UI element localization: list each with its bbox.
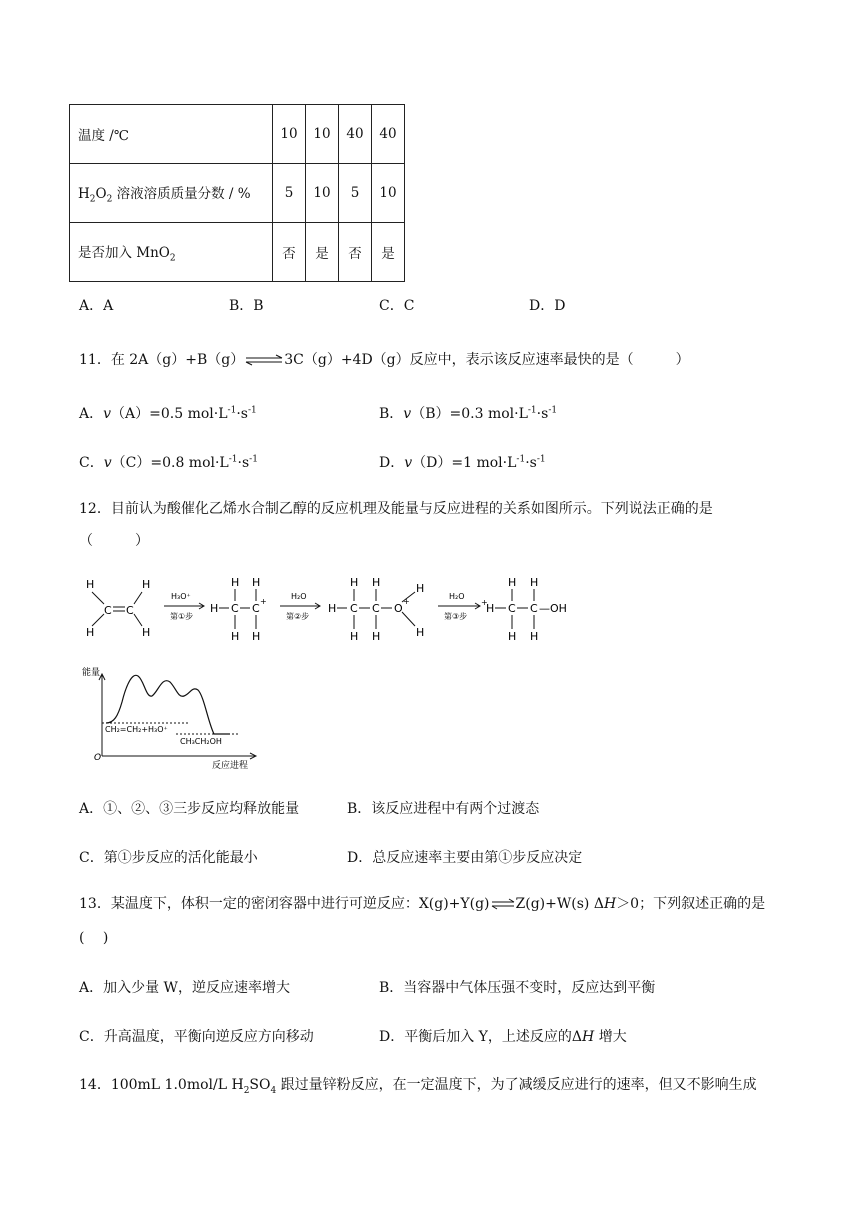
svg-text:C: C	[350, 602, 358, 615]
reaction-arrow-step-3	[438, 592, 480, 621]
experiment-conditions-table	[69, 104, 405, 282]
svg-text:C: C	[372, 602, 380, 615]
q13-option-c: C．升高温度，平衡向逆反应方向移动	[79, 1029, 314, 1045]
q12-stem-line2: （ ）	[79, 533, 149, 549]
svg-text:+: +	[403, 597, 410, 606]
carbocation-structure	[210, 576, 267, 643]
q13-option-b: B．当容器中气体压强不变时，反应达到平衡	[379, 980, 656, 996]
svg-text:H: H	[231, 576, 240, 589]
svg-text:H: H	[372, 630, 381, 643]
reactant-label: CH₂=CH₂+H₃O⁺	[105, 725, 168, 734]
atom-label: H	[86, 578, 95, 591]
svg-text:+: +	[260, 597, 267, 606]
svg-text:H: H	[416, 582, 425, 595]
q10-option-c: C．C	[379, 298, 415, 314]
svg-text:H: H	[486, 602, 495, 615]
q13-option-a: A．加入少量 W，逆反应速率增大	[79, 980, 290, 996]
table-cell: 否	[339, 223, 372, 282]
svg-text:H: H	[530, 630, 539, 643]
svg-text:H: H	[350, 630, 359, 643]
atom-label: H	[142, 626, 151, 639]
svg-text:C: C	[530, 602, 538, 615]
q11-option-d: D．v（D）=1 $mol\cdot L^{-1}\cdot s^{-1}$	[379, 454, 546, 471]
atom-label: C	[104, 604, 112, 617]
origin-label: O	[94, 753, 102, 763]
reaction-mechanism-diagram	[80, 572, 600, 648]
q12-stem-line1: 12．目前认为酸催化乙烯水合制乙醇的反应机理及能量与反应进程的关系如图所示。下列说法正确的是	[79, 501, 713, 517]
x-axis-label: 反应进程	[212, 761, 249, 770]
row-label-temperature: 温度 /℃	[70, 105, 273, 164]
svg-text:H: H	[416, 626, 425, 639]
row-label-concentration: $H_2O_2$ 溶液溶质质量分数 / %	[70, 164, 273, 223]
q12-option-c: C．第①步反应的活化能最小	[79, 850, 258, 866]
svg-text:H: H	[372, 576, 381, 589]
q13-stem-line2: ( )	[79, 930, 109, 946]
table-cell: 10	[372, 164, 405, 223]
ethanol-structure	[481, 576, 567, 643]
svg-text:H: H	[508, 576, 517, 589]
table-cell: 是	[306, 223, 339, 282]
q12-option-d: D．总反应速率主要由第①步反应决定	[347, 850, 583, 866]
svg-text:H: H	[350, 576, 359, 589]
atom-label: H	[86, 626, 95, 639]
reaction-arrow-step-2	[280, 592, 320, 621]
reaction-arrow-step-1	[164, 592, 204, 621]
svg-text:第①步: 第①步	[170, 612, 194, 621]
svg-text:+: +	[481, 598, 488, 607]
table-cell: 否	[273, 223, 306, 282]
atom-label: H	[142, 578, 151, 591]
energy-profile-diagram	[80, 664, 270, 770]
atom-label: C	[126, 604, 134, 617]
q13-stem-line1: 13．某温度下，体积一定的密闭容器中进行可逆反应：X(g)+Y(g) Z(g)+W(s) ΔH＞0；下列叙述正确的是	[79, 896, 766, 912]
oxonium-structure	[328, 576, 424, 643]
q10-option-a: A．A	[79, 298, 114, 314]
q11-stem: 11．在 2A（g）+B（g） 3C（g）+4D（g）反应中，表示该反应速率最快的是（ ）	[79, 352, 690, 368]
table-row	[70, 223, 405, 282]
q13-option-d: D．平衡后加入 Y，上述反应的ΔH 增大	[379, 1029, 627, 1045]
equilibrium-arrow-icon	[490, 898, 516, 910]
svg-text:—OH: —OH	[539, 602, 567, 615]
ethylene-structure	[86, 578, 150, 639]
svg-text:H: H	[530, 576, 539, 589]
svg-text:H: H	[252, 576, 261, 589]
q11-option-c: C．v（C）=0.8 $mol\cdot L^{-1}\cdot s^{-1}$	[79, 454, 258, 471]
q14-stem: 14．100mL 1.0mol/L $H_2SO_4$ 跟过量锌粉反应，在一定温度下，为了减缓反应进行的速率，但又不影响生成	[79, 1077, 757, 1096]
svg-text:H: H	[210, 602, 219, 615]
table-cell: 5	[339, 164, 372, 223]
svg-text:第②步: 第②步	[286, 612, 310, 621]
svg-text:H₃O⁺: H₃O⁺	[171, 592, 191, 601]
svg-text:H: H	[231, 630, 240, 643]
svg-text:第③步: 第③步	[444, 612, 468, 621]
svg-text:H: H	[252, 630, 261, 643]
q11-option-b: B．v（B）=0.3 $mol\cdot L^{-1}\cdot s^{-1}$	[379, 405, 558, 422]
svg-text:C: C	[231, 602, 239, 615]
svg-text:H₂O: H₂O	[291, 592, 307, 601]
table-row	[70, 164, 405, 223]
q10-option-d: D．D	[529, 298, 566, 314]
table-row	[70, 105, 405, 164]
svg-text:O: O	[394, 602, 403, 615]
equilibrium-arrow-icon	[244, 354, 284, 366]
svg-text:H₂O: H₂O	[449, 592, 465, 601]
svg-text:C: C	[252, 602, 260, 615]
table-cell: 是	[372, 223, 405, 282]
row-label-catalyst: 是否加入 MnO$_2$	[70, 223, 273, 282]
table-cell: 40	[339, 105, 372, 164]
q11-option-a: A．v（A）=0.5 $mol\cdot L^{-1}\cdot s^{-1}$	[79, 405, 257, 422]
table-cell: 40	[372, 105, 405, 164]
y-axis-label: 能量	[82, 668, 101, 678]
q10-option-b: B．B	[229, 298, 264, 314]
svg-text:H: H	[508, 630, 517, 643]
svg-text:H: H	[328, 602, 337, 615]
table-cell: 10	[273, 105, 306, 164]
table-cell: 10	[306, 105, 339, 164]
svg-text:C: C	[508, 602, 516, 615]
q12-option-b: B．该反应进程中有两个过渡态	[347, 801, 540, 817]
q12-option-a: A．①、②、③三步反应均释放能量	[79, 801, 300, 817]
table-cell: 5	[273, 164, 306, 223]
product-label: CH₃CH₂OH	[180, 737, 222, 746]
table-cell: 10	[306, 164, 339, 223]
